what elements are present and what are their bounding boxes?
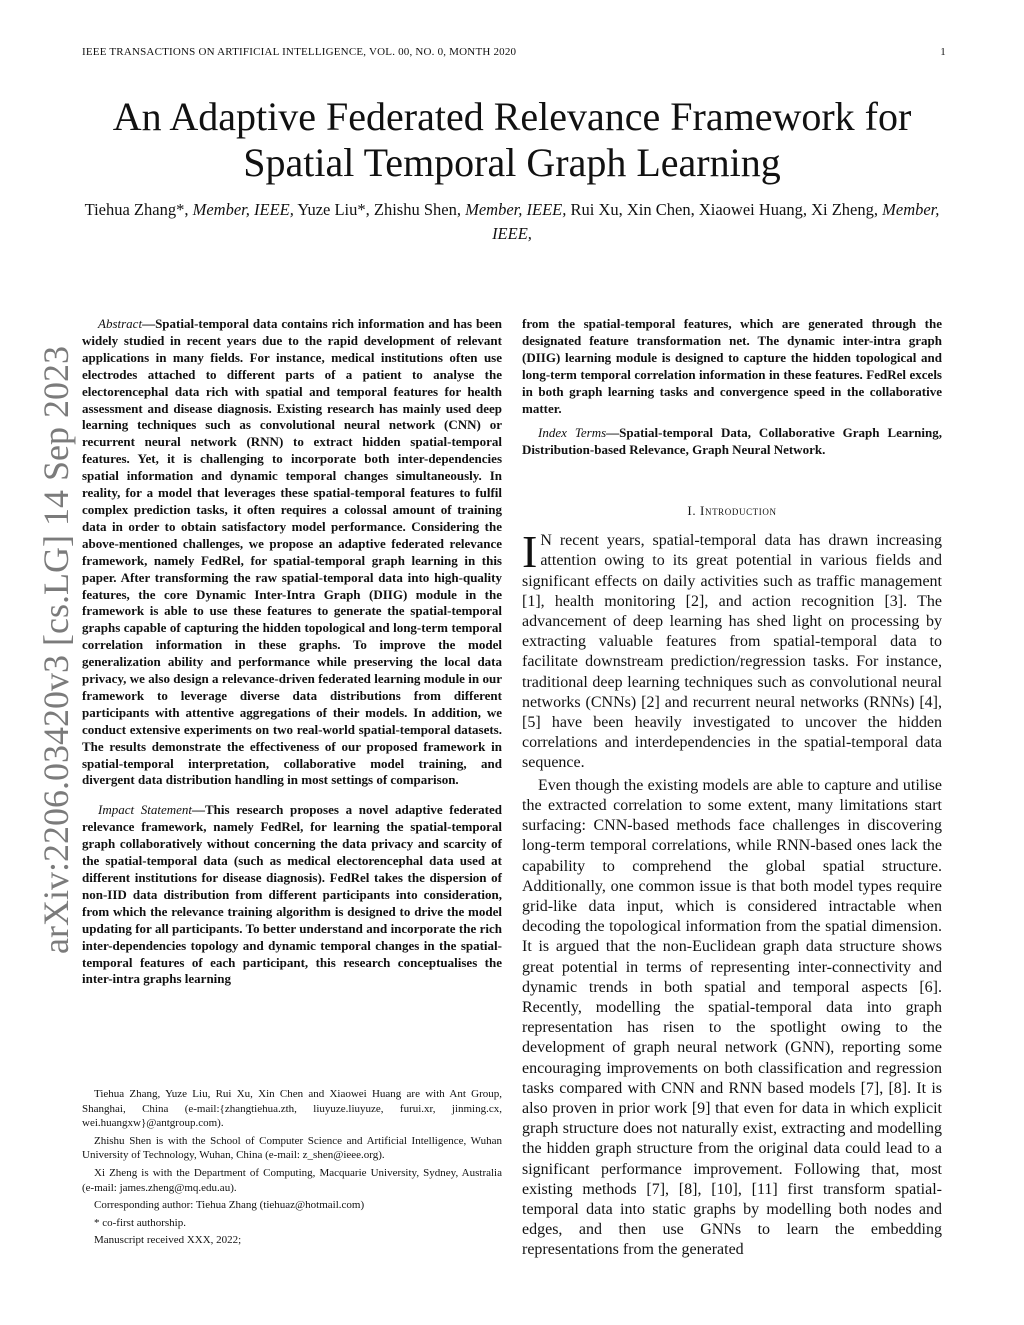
index-terms-text: —Spatial-temporal Data, Collaborative Graph Learning, Distribution-based Relevance, Graph Neural Network. bbox=[522, 425, 942, 458]
footnote-manuscript: Manuscript received XXX, 2022; bbox=[94, 1234, 242, 1247]
arxiv-stamp: arXiv:2206.03420v3 [cs.LG] 14 Sep 2023 bbox=[36, 346, 76, 954]
paper-title: An Adaptive Federated Relevance Framework for Spatial Temporal Graph Learning bbox=[112, 94, 912, 185]
author-role-2: Member, IEEE, bbox=[465, 200, 567, 219]
section-heading-introduction bbox=[522, 503, 942, 519]
abstract-text: —Spatial-temporal data contains rich information and has been widely studied in recent years due to the rapid development of relevant applications in many fields. For instance, medical institutions often use electrodes attached to different parts of a patient to analyse the electorencephal data rich with spatial and temporal features for health assessment and disease diagnosis. Existing research has mainly used deep learning techniques such as convolutional neural network (CNN) or recurrent neural network (RNN) to extract hidden spatial-temporal features. Yet, it is challenging to incorporate both inter-dependencies spatial information and dynamic temporal changes simultaneously. In reality, for a model that leverages these spatial-temporal features to fulfil complex prediction tasks, it often requires a colossal amount of training data in order to obtain satisfactory model performance. Considering the above-mentioned challenges, we propose an adaptive federated relevance framework, namely FedRel, for spatial-temporal graph learning in this paper. After transforming the raw spatial-temporal data into high-quality features, the core Dynamic Inter-Intra Graph (DIIG) module in the framework is able to use these features to generate the spatial-temporal graphs capable of capturing the hidden topological and long-term temporal correlation information in these graphs. To improve the model generalization ability and performance while preserving the local data privacy, we also design a relevance-driven federated learning module in our framework to leverage diverse data distributions from different participants with attentive aggregations of their models. In addition, we conduct extensive experiments on two real-world spatial-temporal datasets. The results demonstrate the effectiveness of our proposed framework in spatial-temporal interpretation, collaborative model training, and divergent data distribution handling in most settings of comparison. bbox=[82, 316, 502, 788]
intro-paragraph-2: Even though the existing models are able to capture and utilise the extracted correlation to some extent, many limitations start surfacing: CNN-based methods face challenges in discovering long-term temporal correlations, while RNN-based ones lack the capability to comprehend the global spatial structure. Additionally, one common issue is that both model types require grid-like data input, which is considered intractable when decoding the topological information from the spatial dimension. It is argued that the non-Euclidean graph data structure shows great potential in terms of representing inter-connectivity and dynamic trends in both spatial and temporal aspects [6]. Recently, modelling the spatial-temporal data into graph representation has risen to the spotlight owing to the development of graph neural network (GNN), reporting some encouraging improvements on both classification and regression tasks compared with CNN and RNN based models [7], [8]. It is also proven in prior work [9] that even for data in which explicit graph structure does not naturally exist, extracting and modelling the hidden graph structure from the original data could lead to a significant performance improvement. Following that, most existing methods [7], [8], [10], [11] first transform spatial-temporal data into static graphs by modelling both nodes and edges, and then use GNNs to learn the embedding representations from the generated bbox=[522, 776, 942, 1259]
section-number: I. bbox=[687, 503, 701, 519]
footnote-corresponding: Corresponding author: Tiehua Zhang (tiehuaz@hotmail.com) bbox=[94, 1199, 365, 1212]
author-role-3: Member, IEEE, bbox=[492, 200, 940, 243]
abstract-label: Abstract bbox=[98, 316, 143, 331]
impact-statement-continued: from the spatial-temporal features, which are generated through the designated feature transformation net. The dynamic inter-intra graph (DIIG) learning module is designed to capture the hidden topological and long-term temporal correlation information in these features. FedRel excels in both graph learning tasks and convergence speed in the collaborative matter. bbox=[522, 316, 942, 416]
impact-text-left: —This research proposes a novel adaptive federated relevance framework, namely FedRel, for learning the spatial-temporal graph collaboratively without concerning the data privacy and scarcity of the spatial-temporal data (such as medical electorencephal data used at different institutions for disease diagnosis). FedRel takes the dispersion of non-IID data distribution from different participants into consideration, from which the relevance training algorithm is designed to drive the model updating for all participants. To better understand and incorporate the rich inter-dependencies topology and dynamic temporal changes in the spatial-temporal features of each participant, this research conceptualises the inter-intra graphs learning bbox=[82, 802, 502, 987]
footnote-cofirst: * co-first authorship. bbox=[94, 1216, 186, 1229]
page-number: 1 bbox=[940, 46, 946, 58]
abstract bbox=[82, 316, 502, 789]
footnotes bbox=[82, 1087, 502, 1251]
author-role-1: Member, IEEE, bbox=[192, 200, 294, 219]
footnote-affiliation-2: Zhishu Shen is with the School of Computer Science and Artificial Intelligence, Wuhan University of Technology, Wuhan, China (e-mail: z_shen@ieee.org). bbox=[82, 1134, 502, 1162]
intro-paragraph-1 bbox=[522, 526, 942, 773]
left-column bbox=[82, 316, 502, 1001]
impact-statement bbox=[82, 802, 502, 988]
running-head bbox=[82, 46, 946, 58]
section-title: Introduction bbox=[700, 503, 777, 519]
author-segment-1: Tiehua Zhang*, bbox=[84, 200, 193, 219]
author-segment-2: Yuze Liu*, Zhishu Shen, bbox=[293, 200, 466, 219]
author-segment-3: Rui Xu, Xin Chen, Xiaowei Huang, Xi Zheng, bbox=[566, 200, 883, 219]
journal-running-head: IEEE TRANSACTIONS ON ARTIFICIAL INTELLIGENCE, VOL. 00, NO. 0, MONTH 2020 bbox=[82, 46, 517, 58]
footnote-affiliation-3: Xi Zheng is with the Department of Computing, Macquarie University, Sydney, Australia (e-mail: james.zheng@mq.edu.au). bbox=[82, 1166, 502, 1194]
intro-paragraph-1-text: N recent years, spatial-temporal data has drawn increasing attention owing to its great potential in various fields and significant effects on daily activities such as traffic management [1], health monitoring [2], and action recognition [3]. The advancement of deep learning has shed light on processing by extracting valuable features from spatial-temporal data to facilitate downstream prediction/regression tasks. For instance, traditional deep learning techniques such as convolutional neural networks (CNNs) [2] and recurrent neural networks (RNNs) [4], [5] have been heavily investigated to uncover the hidden correlations and interdependencies in the spatial-temporal data sequence. bbox=[522, 532, 942, 772]
drop-cap: I bbox=[522, 526, 538, 578]
index-terms-label: Index Terms bbox=[538, 425, 607, 441]
impact-label: Impact Statement bbox=[98, 802, 193, 818]
right-column bbox=[522, 316, 942, 1261]
index-terms bbox=[522, 425, 942, 459]
footnote-affiliation-1: Tiehua Zhang, Yuze Liu, Rui Xu, Xin Chen and Xiaowei Huang are with Ant Group, Shanghai, China (e-mail:{zhangtiehua.zth, liuyuze.liuyuze, furui.xr, jinming.cx, wei.huangxw}@antgroup.com). bbox=[82, 1088, 502, 1130]
author-list bbox=[70, 198, 954, 246]
